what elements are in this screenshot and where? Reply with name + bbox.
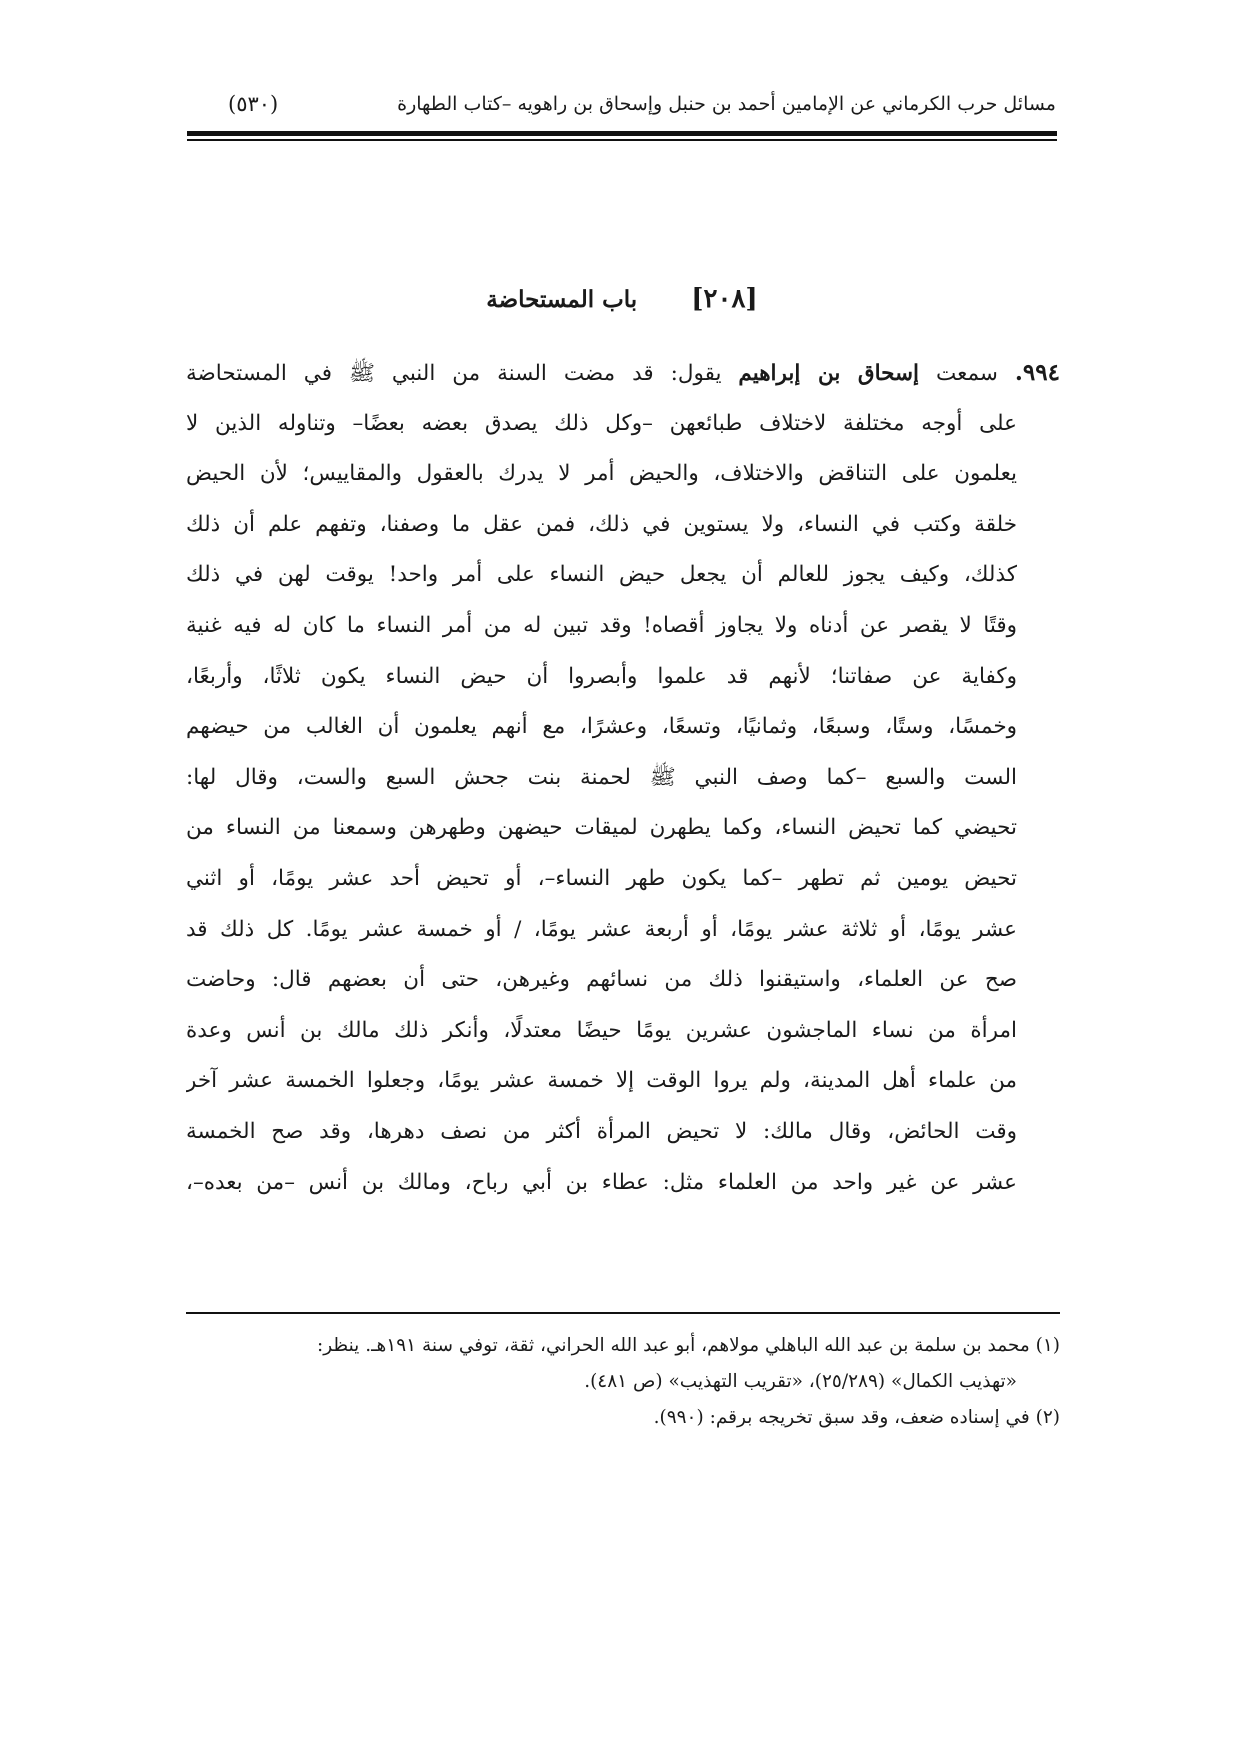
- entry-line: وقتًا لا يقصر عن أدناه ولا يجاوز أقصاه! وقد تبين له من أمر النساء ما كان له فيه غنية: [186, 612, 1017, 638]
- entry-line: صح عن العلماء، واستيقنوا ذلك من نسائهم وغيرهن، حتى أن بعضهم قال: وحاضت: [186, 967, 1017, 993]
- footnote-1: (١) محمد بن سلمة بن عبد الله الباهلي مولاهم، أبو عبد الله الحراني، ثقة، توفي سنة ١٩١هـ. ينظر:: [316, 1335, 1060, 1356]
- entry-line: تحيضي كما تحيض النساء، وكما يطهرن لميقات حيضهن وطهرهن وسمعنا من النساء من: [186, 815, 1017, 841]
- page-number: (٥٣٠): [228, 92, 279, 116]
- entry-paragraph: [186, 348, 1060, 1208]
- entry-lead: سمعت: [936, 361, 998, 386]
- section-number: [٢٠٨]: [691, 284, 758, 314]
- speaker-name: إسحاق بن إبراهيم: [738, 361, 920, 386]
- entry-line: الست والسبع –كما وصف النبي ﷺ لحمنة بنت جحش السبع والست، وقال لها:: [186, 764, 1017, 790]
- entry-line-text: يقول: قد مضت السنة من النبي ﷺ في المستحاضة: [186, 361, 722, 386]
- footnote-1-continuation: «تهذيب الكمال» (٢٥/٢٨٩)، «تقريب التهذيب» (ص ٤٨١).: [584, 1371, 1017, 1392]
- entry-line: تحيض يومين ثم تطهر –كما يكون طهر النساء–، أو تحيض أحد عشر يومًا، أو اثني: [186, 865, 1017, 891]
- entry-line: من علماء أهل المدينة، ولم يروا الوقت إلا خمسة عشر يومًا، وجعلوا الخمسة عشر آخر: [186, 1068, 1017, 1094]
- entry-line: يعلمون على التناقض والاختلاف، والحيض أمر لا يدرك بالعقول والمقاييس؛ لأن الحيض: [186, 461, 1017, 487]
- entry-line: [186, 348, 1060, 399]
- header-double-rule: [187, 131, 1057, 141]
- section-title: باب المستحاضة: [486, 286, 638, 313]
- entry-number: ٩٩٤.: [1014, 359, 1060, 386]
- section-heading: [187, 282, 1057, 317]
- entry-line: عشر يومًا، أو ثلاثة عشر يومًا، أو أربعة عشر يومًا، / أو خمسة عشر يومًا. كل ذلك قد: [186, 916, 1017, 942]
- entry-line: عشر عن غير واحد من العلماء مثل: عطاء بن أبي رباح، ومالك بن أنس –من بعده–،: [186, 1169, 1017, 1195]
- entry-line: وكفاية عن صفاتنا؛ لأنهم قد علموا وأبصروا أن حيض النساء يكون ثلاثًا، وأربعًا،: [186, 663, 1017, 689]
- entry-line: على أوجه مختلفة لاختلاف طبائعهن –وكل ذلك يصدق بعضه بعضًا– وتناوله الذين لا: [186, 410, 1017, 436]
- footnote-rule: [186, 1312, 1060, 1314]
- entry-line: وقت الحائض، وقال مالك: لا تحيض المرأة أكثر من نصف دهرها، وقد صح الخمسة: [186, 1118, 1017, 1144]
- entry-line: امرأة من نساء الماجشون عشرين يومًا حيضًا معتدلًا، وأنكر ذلك مالك بن أنس وعدة: [186, 1017, 1017, 1043]
- running-title: مسائل حرب الكرماني عن الإمامين أحمد بن حنبل وإسحاق بن راهويه –كتاب الطهارة: [397, 93, 1056, 115]
- entry-line: كذلك، وكيف يجوز للعالم أن يجعل حيض النساء على أمر واحد! يوقت لهن في ذلك: [186, 562, 1017, 588]
- entry-line: وخمسًا، وستًا، وسبعًا، وثمانيًا، وتسعًا، وعشرًا، مع أنهم يعلمون أن الغالب من حيضهم: [186, 714, 1017, 740]
- running-header: [228, 86, 1056, 122]
- footnotes: [186, 1328, 1060, 1436]
- footnote-2: (٢) في إسناده ضعف، وقد سبق تخريجه برقم: (٩٩٠).: [653, 1407, 1060, 1428]
- entry-line: خلقة وكتب في النساء، ولا يستوين في ذلك، فمن عقل ما وصفنا، وتفهم علم أن ذلك: [186, 511, 1017, 537]
